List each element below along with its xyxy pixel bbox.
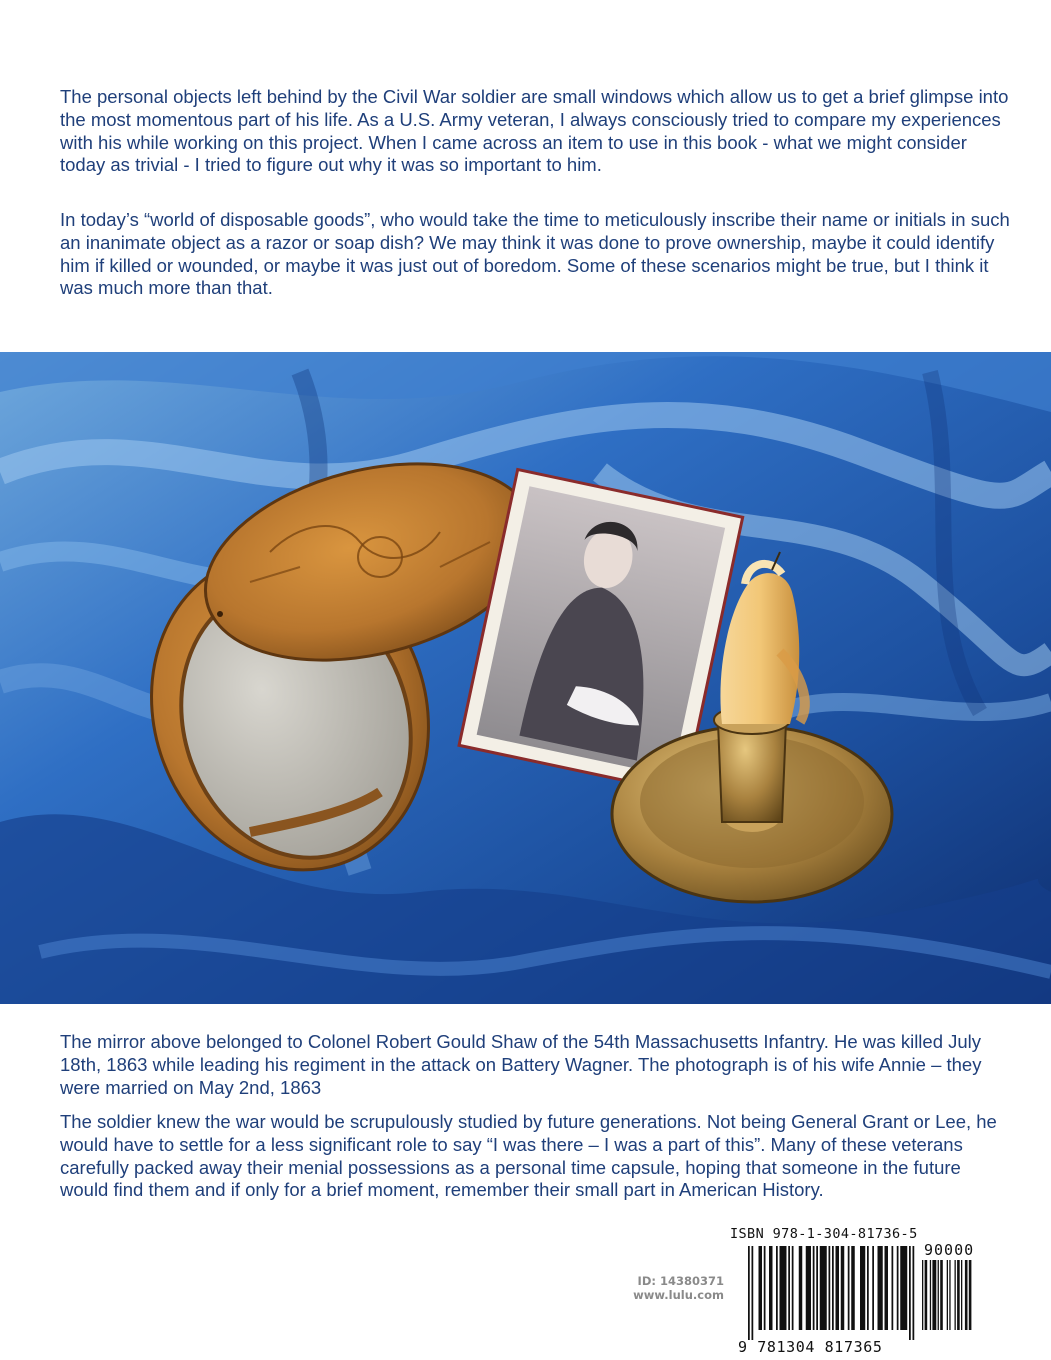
barcode-bar <box>752 1246 754 1340</box>
barcode-bar <box>938 1260 939 1330</box>
barcode-bar <box>900 1246 907 1330</box>
addon-barcode-bars <box>922 1260 988 1340</box>
barcode-bar <box>961 1260 962 1330</box>
barcode-bar <box>932 1260 936 1330</box>
barcode-bar <box>780 1246 787 1330</box>
barcode-bar <box>949 1260 950 1330</box>
intro-paragraph-2: In today’s “world of disposable goods”, who would take the time to meticulously inscribe their name or initials in such an inanimate object as a razor or soap dish? We may think it was done to prove ownership, maybe it could identify him if killed or wounded, or maybe it was just out of boredom. Some of these scenarios might be true, but I think it was much more than that. <box>60 209 1010 299</box>
artifact-photograph <box>0 352 1051 1004</box>
barcode-bar <box>969 1260 972 1330</box>
barcode-bar <box>813 1246 815 1330</box>
barcode-bar <box>925 1260 928 1330</box>
barcode-bar <box>930 1260 931 1330</box>
barcode-bar <box>788 1246 790 1330</box>
barcode-bar <box>860 1246 865 1330</box>
barcode-bar <box>848 1246 850 1330</box>
barcode-bar <box>836 1246 840 1330</box>
barcode-bar <box>957 1260 960 1330</box>
barcode-bar <box>872 1246 874 1330</box>
barcode-bar <box>820 1246 827 1330</box>
barcode-bar <box>885 1246 889 1330</box>
barcode-bar <box>759 1246 763 1330</box>
barcode-bar <box>832 1246 834 1330</box>
barcode-bars <box>748 1246 918 1340</box>
barcode-bar <box>913 1246 915 1340</box>
barcode-bar <box>776 1246 778 1330</box>
isbn-barcode <box>726 1226 996 1360</box>
caption-paragraph-2: The soldier knew the war would be scrupulously studied by future generations. Not being General Grant or Lee, he would have to settle for a less significant role to say “I was there – I was a part of this”. Many of these veterans carefully packed away their menial possessions as a personal time capsule, hoping that someone in the future would find them and if only for a brief moment, remember their small part in American History. <box>60 1111 997 1201</box>
barcode-bar <box>851 1246 855 1330</box>
barcode-bar <box>748 1246 750 1340</box>
barcode-bar <box>816 1246 818 1330</box>
barcode-bar <box>799 1246 803 1330</box>
barcode-bar <box>878 1246 883 1330</box>
barcode-digits: 9 781304 817365 <box>738 1338 883 1356</box>
barcode-bar <box>867 1246 869 1330</box>
barcode-bar <box>955 1260 956 1330</box>
barcode-bar <box>965 1260 968 1330</box>
barcode-bar <box>806 1246 811 1330</box>
publisher-info <box>600 1274 724 1302</box>
barcode-bar <box>922 1260 923 1330</box>
caption-paragraph-1: The mirror above belonged to Colonel Robert Gould Shaw of the 54th Massachusetts Infantry. He was killed July 18th, 1863 while leading his regiment in the attack on Battery Wagner. The photograph is of his wife Annie – they were married on May 2nd, 1863 <box>60 1031 982 1098</box>
barcode-bar <box>829 1246 831 1330</box>
price-code: 90000 <box>924 1241 975 1259</box>
isbn-label: ISBN 978-1-304-81736-5 <box>730 1226 918 1242</box>
barcode-bar <box>769 1246 773 1330</box>
barcode-bar <box>764 1246 766 1330</box>
publisher-id: ID: 14380371 <box>637 1274 724 1288</box>
barcode-bar <box>909 1246 911 1340</box>
barcode-bar <box>947 1260 948 1330</box>
barcode-bar <box>892 1246 894 1330</box>
barcode-bar <box>940 1260 943 1330</box>
barcode-bar <box>841 1246 845 1330</box>
barcode-bar <box>792 1246 794 1330</box>
barcode-bar <box>897 1246 899 1330</box>
publisher-url: www.lulu.com <box>633 1288 724 1302</box>
intro-paragraph-1: The personal objects left behind by the Civil War soldier are small windows which allow us to get a brief glimpse into the most momentous part of his life. As a U.S. Army veteran, I always consciously tried to compare my experiences with his while working on this project. When I came across an item to use in this book - what we might consider today as trivial - I tried to figure out why it was so important to him. <box>60 86 1009 176</box>
